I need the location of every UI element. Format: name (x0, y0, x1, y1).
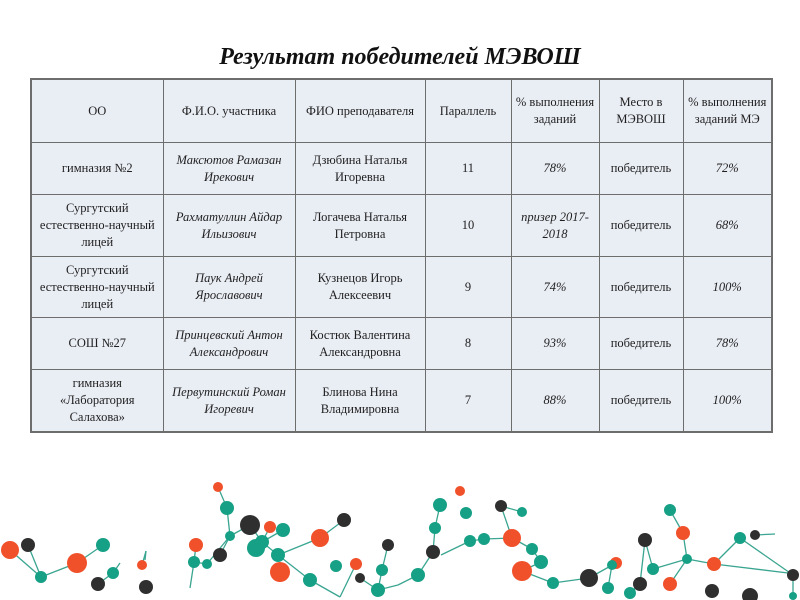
atom-dot-icon (213, 482, 223, 492)
atom-dot-icon (188, 556, 200, 568)
atom-dot-icon (478, 533, 490, 545)
table-row (31, 318, 772, 370)
cell-completion: 93% (511, 318, 599, 370)
atom-dot-icon (433, 498, 447, 512)
atom-dot-icon (213, 548, 227, 562)
table-row (31, 195, 772, 257)
cell-place: победитель (599, 143, 683, 195)
atom-dot-icon (21, 538, 35, 552)
atom-dot-icon (350, 558, 362, 570)
atom-dot-icon (271, 548, 285, 562)
atom-dot-icon (676, 526, 690, 540)
atom-dot-icon (429, 522, 441, 534)
cell-school: Сургутский естественно-научный лицей (31, 195, 163, 257)
atom-dot-icon (382, 539, 394, 551)
atom-dot-icon (67, 553, 87, 573)
cell-participant: Принцевский Антон Александрович (163, 318, 295, 370)
atom-dot-icon (91, 577, 105, 591)
atom-dot-icon (35, 571, 47, 583)
cell-school: гимназия «Лаборатория Салахова» (31, 370, 163, 433)
cell-place: победитель (599, 195, 683, 257)
atom-dot-icon (607, 560, 617, 570)
atom-dot-icon (426, 545, 440, 559)
atom-dot-icon (96, 538, 110, 552)
cell-teacher: Кузнецов Игорь Алексеевич (295, 257, 425, 318)
cell-participant: Паук Андрей Ярославович (163, 257, 295, 318)
atom-dot-icon (633, 577, 647, 591)
atom-dot-icon (1, 541, 19, 559)
atom-dot-icon (707, 557, 721, 571)
cell-completion: 74% (511, 257, 599, 318)
page-title: Результат победителей МЭВОШ (219, 44, 581, 70)
atom-dot-icon (602, 582, 614, 594)
cell-participant: Рахматуллин Айдар Ильизович (163, 195, 295, 257)
cell-completion-me: 72% (683, 143, 772, 195)
atom-dot-icon (664, 504, 676, 516)
cell-school: гимназия №2 (31, 143, 163, 195)
atom-dot-icon (638, 533, 652, 547)
atom-dot-icon (734, 532, 746, 544)
table-row (31, 143, 772, 195)
atom-dot-icon (264, 521, 276, 533)
atom-dot-icon (330, 560, 342, 572)
atom-dot-icon (789, 592, 797, 600)
cell-completion-me: 100% (683, 370, 772, 433)
cell-grade: 9 (425, 257, 511, 318)
atom-dot-icon (580, 569, 598, 587)
atom-dot-icon (371, 583, 385, 597)
cell-teacher: Дзюбина Наталья Игоревна (295, 143, 425, 195)
cell-completion: 88% (511, 370, 599, 433)
atom-dot-icon (526, 543, 538, 555)
header-place: Место в МЭВОШ (599, 79, 683, 143)
atom-dot-icon (455, 486, 465, 496)
cell-completion-me: 78% (683, 318, 772, 370)
cell-place: победитель (599, 318, 683, 370)
cell-grade: 7 (425, 370, 511, 433)
atom-dot-icon (742, 588, 758, 600)
header-grade: Параллель (425, 79, 511, 143)
atom-dot-icon (750, 530, 760, 540)
header-participant: Ф.И.О. участника (163, 79, 295, 143)
header-school: ОО (31, 79, 163, 143)
header-completion-me: % выполнения заданий МЭ (683, 79, 772, 143)
cell-teacher: Логачева Наталья Петровна (295, 195, 425, 257)
atom-dot-icon (647, 563, 659, 575)
atom-dot-icon (202, 559, 212, 569)
cell-teacher: Блинова Нина Владимировна (295, 370, 425, 433)
cell-completion: 78% (511, 143, 599, 195)
atom-dot-icon (107, 567, 119, 579)
cell-completion: призер 2017-2018 (511, 195, 599, 257)
atom-dot-icon (495, 500, 507, 512)
atom-dot-icon (376, 564, 388, 576)
atom-dot-icon (303, 573, 317, 587)
atom-dot-icon (534, 555, 548, 569)
atom-dot-icon (460, 507, 472, 519)
atom-dot-icon (787, 569, 799, 581)
cell-place: победитель (599, 370, 683, 433)
atom-dot-icon (355, 573, 365, 583)
results-table (30, 78, 773, 433)
atom-dot-icon (276, 523, 290, 537)
table-row (31, 257, 772, 318)
cell-grade: 8 (425, 318, 511, 370)
atom-dot-icon (464, 535, 476, 547)
cell-grade: 10 (425, 195, 511, 257)
atom-dot-icon (139, 580, 153, 594)
cell-completion-me: 100% (683, 257, 772, 318)
cell-place: победитель (599, 257, 683, 318)
atom-dot-icon (682, 554, 692, 564)
table-header-row (31, 79, 772, 143)
atom-dot-icon (311, 529, 329, 547)
atom-dot-icon (240, 515, 260, 535)
atom-dot-icon (225, 531, 235, 541)
atom-dot-icon (270, 562, 290, 582)
cell-completion-me: 68% (683, 195, 772, 257)
table-row (31, 370, 772, 433)
header-completion: % выполнения заданий (511, 79, 599, 143)
cell-teacher: Костюк Валентина Александровна (295, 318, 425, 370)
cell-participant: Первутинский Роман Игоревич (163, 370, 295, 433)
atom-dot-icon (189, 538, 203, 552)
cell-participant: Максютов Рамазан Ирекович (163, 143, 295, 195)
cell-school: СОШ №27 (31, 318, 163, 370)
atom-dot-icon (624, 587, 636, 599)
atom-dot-icon (705, 584, 719, 598)
cell-school: Сургутский естественно-научный лицей (31, 257, 163, 318)
atom-dot-icon (337, 513, 351, 527)
atom-dot-icon (220, 501, 234, 515)
cell-grade: 11 (425, 143, 511, 195)
atom-dot-icon (255, 535, 269, 549)
atom-dot-icon (137, 560, 147, 570)
atom-dot-icon (503, 529, 521, 547)
atom-dot-icon (663, 577, 677, 591)
molecule-decoration-icon (0, 470, 800, 600)
header-teacher: ФИО преподавателя (295, 79, 425, 143)
atom-dot-icon (512, 561, 532, 581)
atom-dot-icon (547, 577, 559, 589)
atom-dot-icon (411, 568, 425, 582)
atom-dot-icon (517, 507, 527, 517)
molecule-atoms (1, 482, 799, 600)
